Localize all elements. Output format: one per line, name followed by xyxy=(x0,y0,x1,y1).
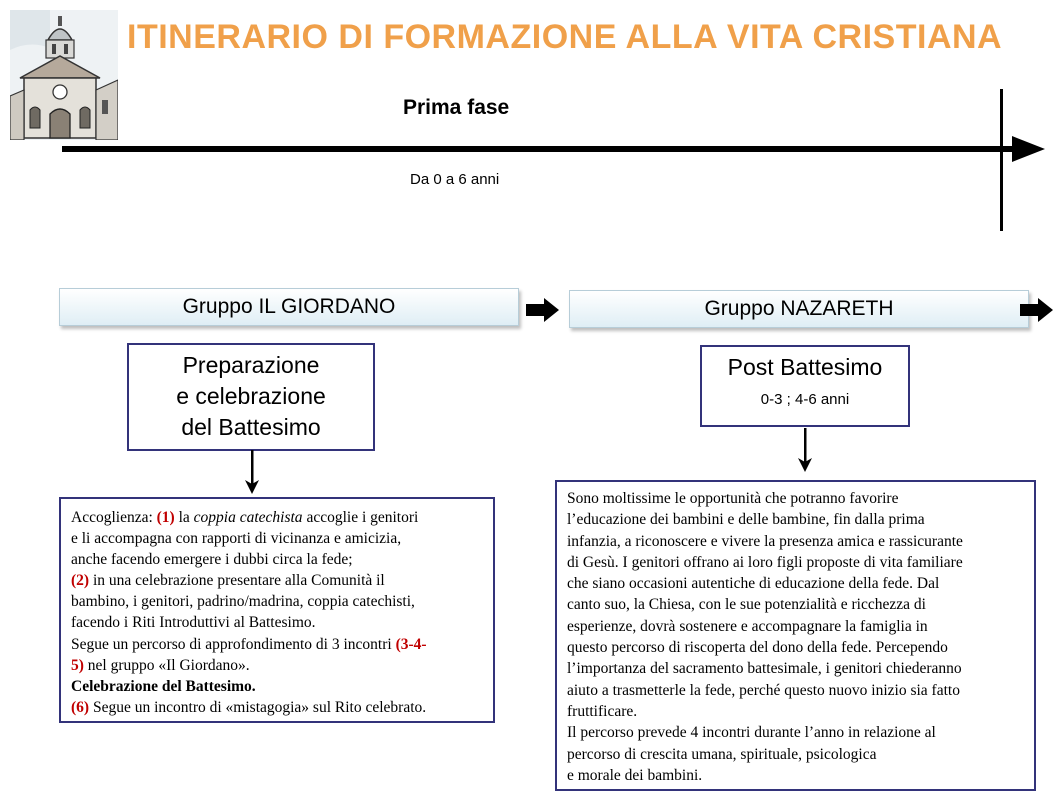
text-line: canto suo, la Chiesa, con le sue potenzialità e ricchezza di xyxy=(567,596,926,614)
step-number: (3-4- xyxy=(395,635,427,653)
box-line: del Battesimo xyxy=(181,414,321,440)
text-line xyxy=(71,570,483,591)
text-line: questo percorso di riscoperta del dono della fede. Percependo xyxy=(567,639,948,657)
nazareth-description xyxy=(555,480,1036,791)
post-baptism-box xyxy=(700,345,910,427)
text-line: esperienze, dovrà sostenere e accompagnare la famiglia in xyxy=(567,617,928,635)
step-number: (2) xyxy=(71,572,90,590)
text-run: in una celebrazione presentare alla Comunità il xyxy=(89,572,385,590)
arrow-right-icon xyxy=(526,298,559,322)
page-title: ITINERARIO DI FORMAZIONE ALLA VITA CRISTIANA xyxy=(127,18,1003,56)
text-run: coppia catechista xyxy=(193,509,303,526)
text-line xyxy=(71,697,483,718)
church-logo xyxy=(10,10,118,140)
text-run: nel gruppo «Il Giordano». xyxy=(83,656,250,674)
text-line: Sono moltissime le opportunità che potranno favorire xyxy=(567,490,899,507)
arrow-down-icon xyxy=(245,450,259,494)
group-nazareth-header: Gruppo NAZARETH xyxy=(569,290,1029,328)
text-line: bambino, i genitori, padrino/madrina, coppia catechisti, xyxy=(71,593,415,611)
text-run: Segue un percorso di approfondimento di 3 incontri xyxy=(71,635,396,653)
text-line xyxy=(71,655,483,676)
text-line: che siano occasioni autentiche di educazione della fede. Dal xyxy=(567,575,940,593)
box-line: e celebrazione xyxy=(176,383,326,409)
text-line: facendo i Riti Introduttivi al Battesimo. xyxy=(71,614,316,632)
text-line xyxy=(71,634,483,655)
text-line: l’importanza del sacramento battesimale, i genitori chiederanno xyxy=(567,660,962,678)
text-line: aiuto a trasmetterle la fede, perché questo nuovo inizio sia fatto xyxy=(567,681,960,699)
arrow-down-icon xyxy=(798,428,812,472)
text-run: accoglie i genitori xyxy=(302,509,419,526)
step-number: 5) xyxy=(71,656,84,674)
text-line xyxy=(71,507,483,528)
giordano-description xyxy=(59,497,495,723)
text-line: Il percorso prevede 4 incontri durante l’anno in relazione al xyxy=(567,724,936,742)
text-line: infanzia, a riconoscere e vivere la presenza amica e rassicurante xyxy=(567,532,963,550)
text-line: fruttificare. xyxy=(567,702,638,720)
box-title: Post Battesimo xyxy=(727,354,883,380)
box-subtitle: 0-3 ; 4-6 anni xyxy=(760,391,850,408)
phase-label: Prima fase xyxy=(403,96,510,119)
arrow-right-icon xyxy=(1020,298,1053,322)
box-line: Preparazione xyxy=(182,352,320,378)
timeline-arrowhead xyxy=(1012,136,1045,162)
timeline-line xyxy=(62,146,1017,152)
group-giordano-header: Gruppo IL GIORDANO xyxy=(59,288,519,326)
text-line: percorso di crescita umana, spirituale, psicologica xyxy=(567,745,877,763)
text-line: l’educazione dei bambini e delle bambine, fin dalla prima xyxy=(567,511,925,529)
text-run: Segue un incontro di «mistagogia» sul Rito celebrato. xyxy=(89,698,427,716)
text-run: la xyxy=(174,509,194,526)
baptism-preparation-box xyxy=(127,343,375,451)
step-number: (6) xyxy=(71,698,90,716)
text-line: e morale dei bambini. xyxy=(567,766,703,784)
text-line: di Gesù. I genitori offrano ai loro figli proposte di vita familiare xyxy=(567,553,963,571)
step-number: (1) xyxy=(156,509,175,526)
text-line: anche facendo emergere i dubbi circa la fede; xyxy=(71,551,353,569)
text-run: Accoglienza: xyxy=(71,509,157,526)
text-line: e li accompagna con rapporti di vicinanza e amicizia, xyxy=(71,530,402,548)
text-line: Celebrazione del Battesimo. xyxy=(71,677,256,695)
timeline-end-marker xyxy=(1000,89,1003,231)
age-range-label: Da 0 a 6 anni xyxy=(410,171,500,188)
